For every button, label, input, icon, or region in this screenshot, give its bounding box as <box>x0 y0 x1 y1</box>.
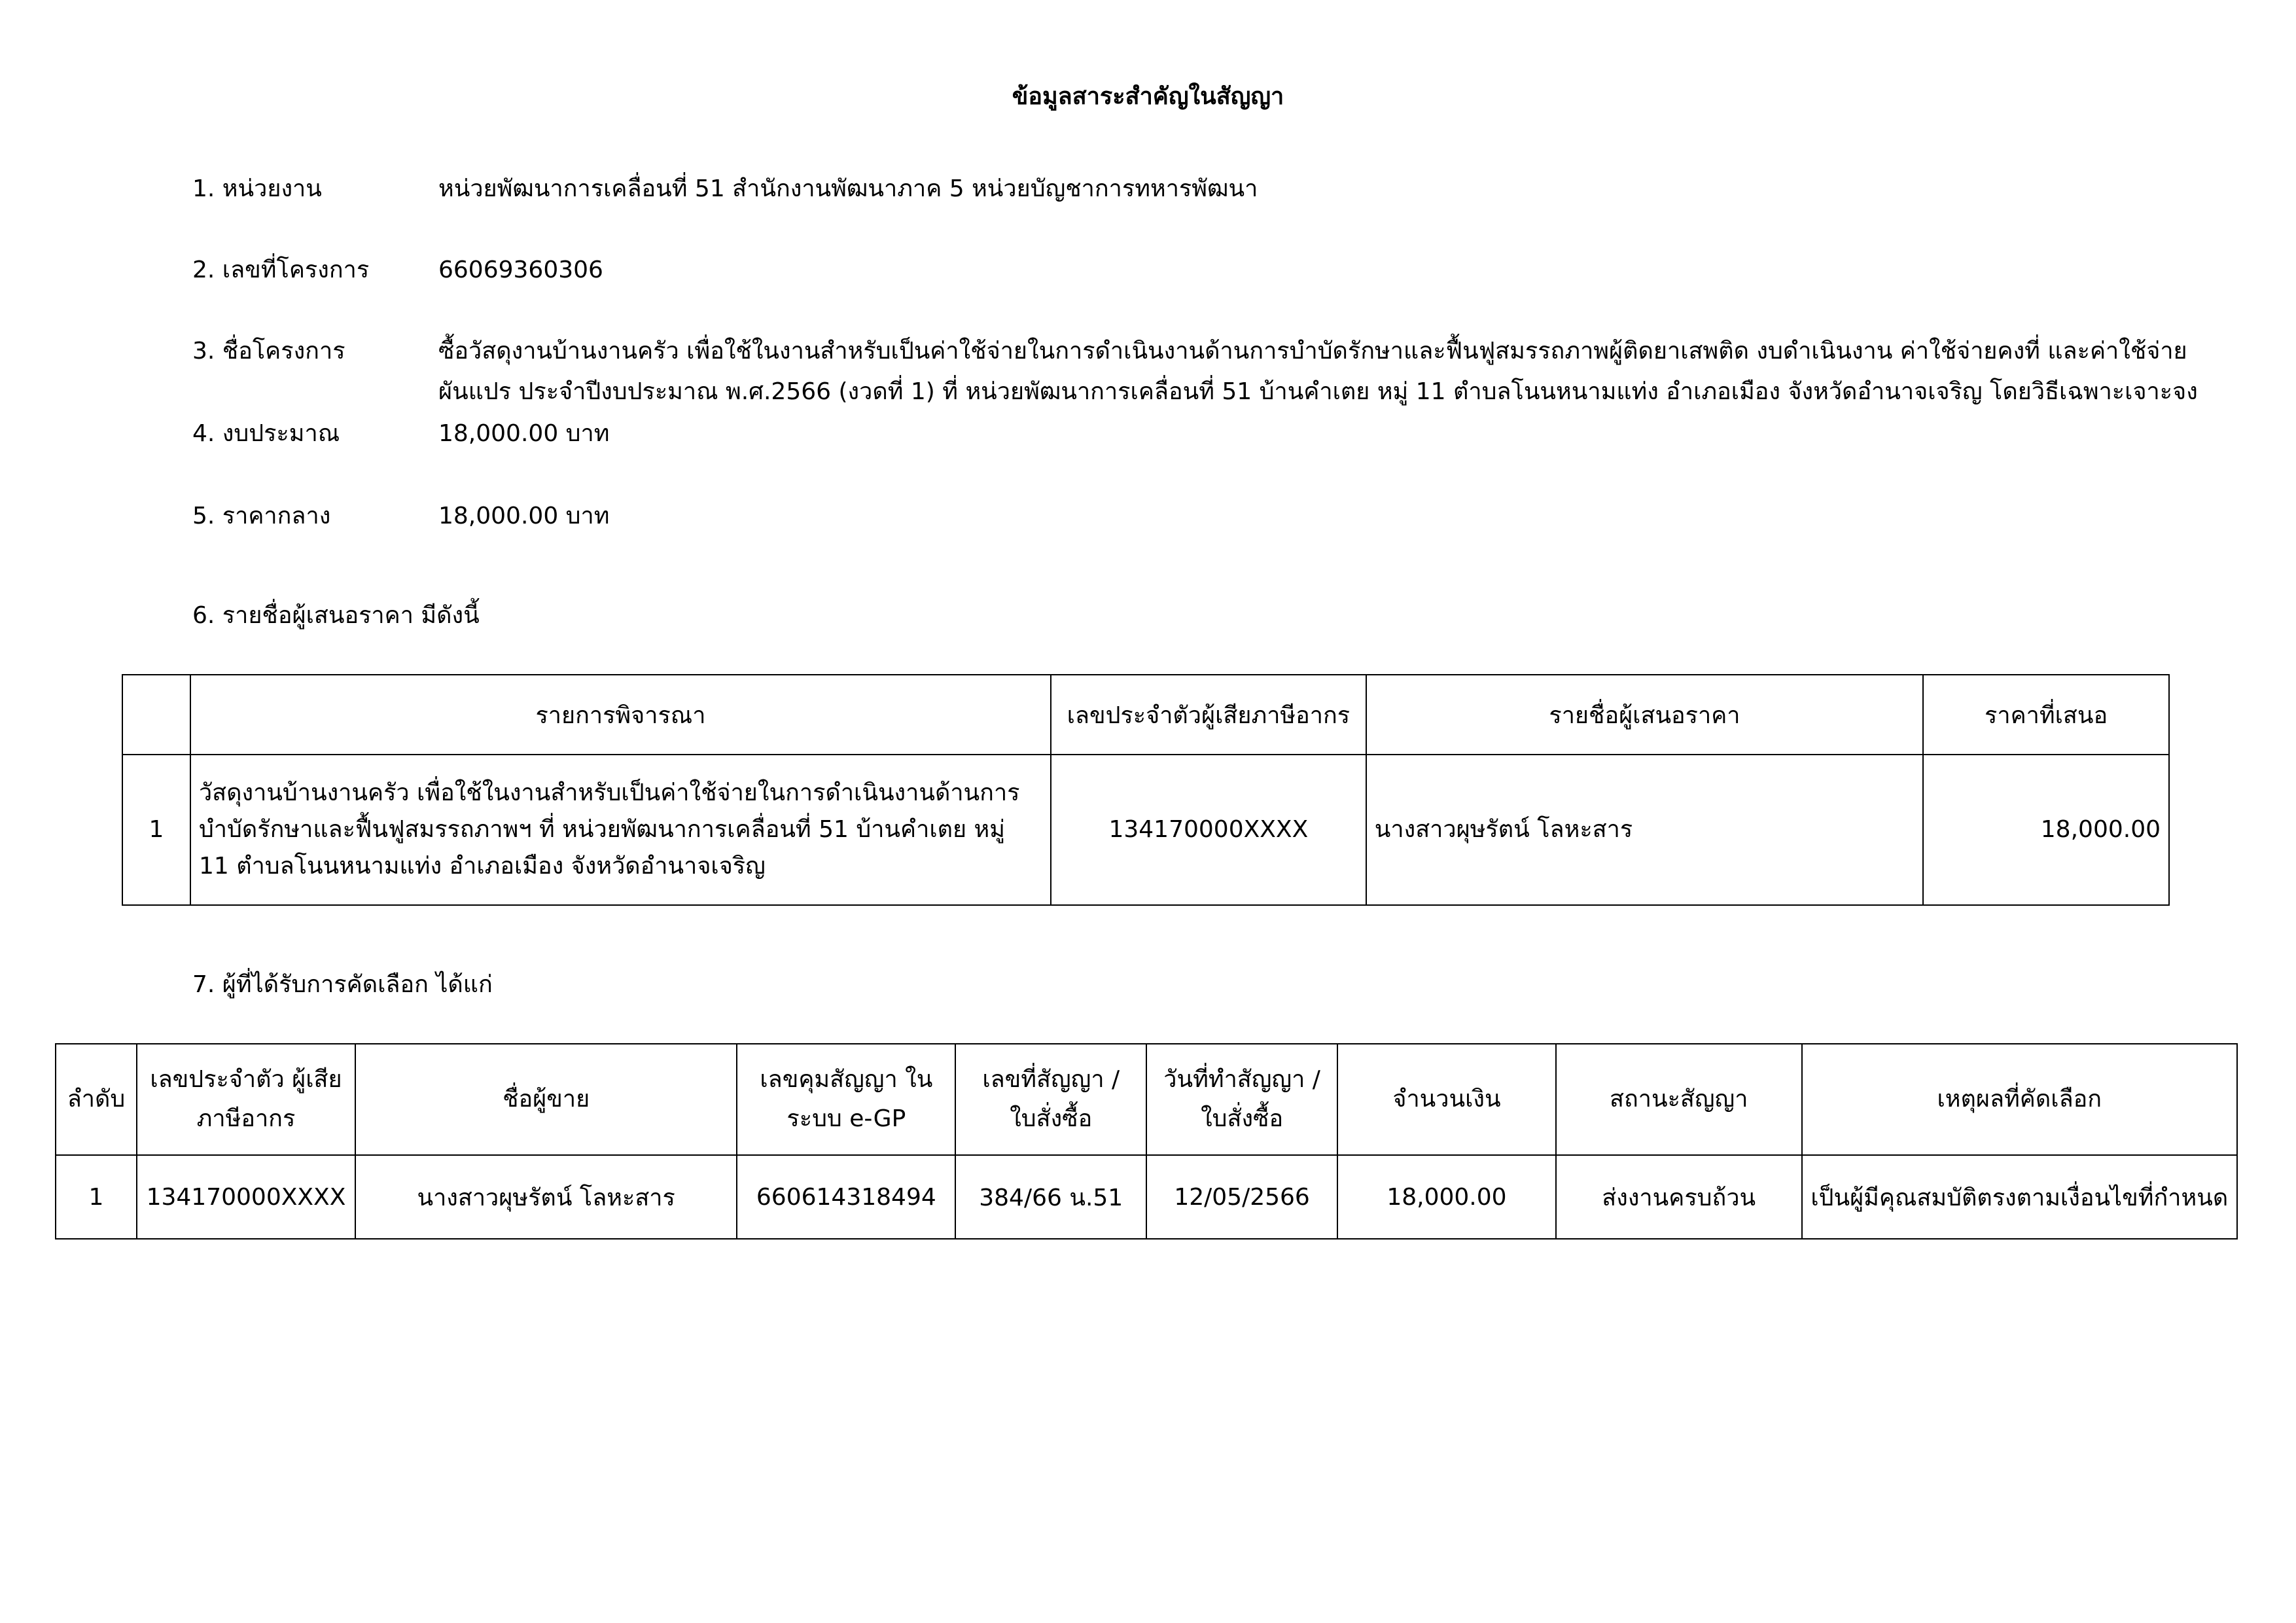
document-title: ข้อมูลสาระสำคัญในสัญญา <box>1012 83 1284 110</box>
winners-cell-seller: นางสาวผุษรัตน์ โลหะสาร <box>355 1155 737 1239</box>
field-label-project-name: 3. ชื่อโครงการ <box>192 338 345 365</box>
bids-cell-price: 18,000.00 <box>1923 755 2169 905</box>
winners-header-status: สถานะสัญญา <box>1556 1044 1802 1155</box>
winners-header-amount: จำนวนเงิน <box>1337 1044 1556 1155</box>
bids-table <box>122 674 2170 906</box>
winners-cell-order: 1 <box>56 1155 137 1239</box>
field-value-project-number: 66069360306 <box>438 257 603 283</box>
table-row <box>122 755 2169 905</box>
field-value-median-price: 18,000.00 บาท <box>438 503 610 529</box>
bids-header-price: ราคาที่เสนอ <box>1923 675 2169 755</box>
winners-cell-status: ส่งงานครบถ้วน <box>1556 1155 1802 1239</box>
winners-cell-egp-number: 660614318494 <box>737 1155 955 1239</box>
bids-cell-bidder: นางสาวผุษรัตน์ โลหะสาร <box>1366 755 1923 905</box>
bids-header-item: รายการพิจารณา <box>190 675 1051 755</box>
bids-header-tax-id: เลขประจำตัวผู้เสียภาษีอากร <box>1051 675 1366 755</box>
winners-header-row <box>56 1044 2237 1155</box>
field-label-median-price: 5. ราคากลาง <box>192 503 331 529</box>
winners-cell-reason: เป็นผู้มีคุณสมบัติตรงตามเงื่อนไขที่กำหนด <box>1802 1155 2237 1239</box>
section6-heading: 6. รายชื่อผู้เสนอราคา มีดังนี้ <box>192 602 480 629</box>
winners-header-seller: ชื่อผู้ขาย <box>355 1044 737 1155</box>
winners-header-order: ลำดับ <box>56 1044 137 1155</box>
winners-header-contract-number: เลขที่สัญญา / ใบสั่งซื้อ <box>955 1044 1146 1155</box>
winners-table <box>55 1043 2238 1240</box>
bids-header-bidder: รายชื่อผู้เสนอราคา <box>1366 675 1923 755</box>
winners-header-reason: เหตุผลที่คัดเลือก <box>1802 1044 2237 1155</box>
bids-cell-item: วัสดุงานบ้านงานครัว เพื่อใช้ในงานสำหรับเป็นค่าใช้จ่ายในการดำเนินงานด้านการบำบัดรักษาและฟื้นฟูสมรรถภาพฯ ที่ หน่วยพัฒนาการเคลื่อนที่ 51 บ้านคำเตย หมู่ 11 ตำบลโนนหนามแท่ง อำเภอเมือง จังหวัดอำนาจเจริญ <box>190 755 1051 905</box>
field-label-agency: 1. หน่วยงาน <box>192 175 322 202</box>
field-label-budget: 4. งบประมาณ <box>192 420 340 447</box>
section7-heading: 7. ผู้ที่ได้รับการคัดเลือก ได้แก่ <box>192 971 493 998</box>
table-row <box>56 1155 2237 1239</box>
field-value-project-name: ซื้อวัสดุงานบ้านงานครัว เพื่อใช้ในงานสำหรับเป็นค่าใช้จ่ายในการดำเนินงานด้านการบำบัดรักษาและฟื้นฟูสมรรถภาพผู้ติดยาเสพติด งบดำเนินงาน ค่าใช้จ่ายคงที่ และค่าใช้จ่ายผันแปร ประจำปีงบประมาณ พ.ศ.2566 (งวดที่ 1) ที่ หน่วยพัฒนาการเคลื่อนที่ 51 บ้านคำเตย หมู่ 11 ตำบลโนนหนามแท่ง อำเภอเมือง จังหวัดอำนาจเจริญ โดยวิธีเฉพาะเจาะจง <box>438 338 2198 405</box>
winners-header-tax-id: เลขประจำตัว ผู้เสียภาษีอากร <box>137 1044 355 1155</box>
field-label-project-number: 2. เลขที่โครงการ <box>192 257 370 283</box>
winners-cell-contract-date: 12/05/2566 <box>1146 1155 1337 1239</box>
bids-cell-tax-id: 134170000XXXX <box>1051 755 1366 905</box>
bids-header-row <box>122 675 2169 755</box>
bids-cell-index: 1 <box>122 755 190 905</box>
winners-cell-tax-id: 134170000XXXX <box>137 1155 355 1239</box>
winners-cell-amount: 18,000.00 <box>1337 1155 1556 1239</box>
winners-cell-contract-number: 384/66 น.51 <box>955 1155 1146 1239</box>
field-value-budget: 18,000.00 บาท <box>438 420 610 447</box>
winners-header-egp-number: เลขคุมสัญญา ในระบบ e-GP <box>737 1044 955 1155</box>
winners-header-contract-date: วันที่ทำสัญญา / ใบสั่งซื้อ <box>1146 1044 1337 1155</box>
bids-header-index <box>122 675 190 755</box>
field-value-agency: หน่วยพัฒนาการเคลื่อนที่ 51 สำนักงานพัฒนาภาค 5 หน่วยบัญชาการทหารพัฒนา <box>438 175 1258 202</box>
